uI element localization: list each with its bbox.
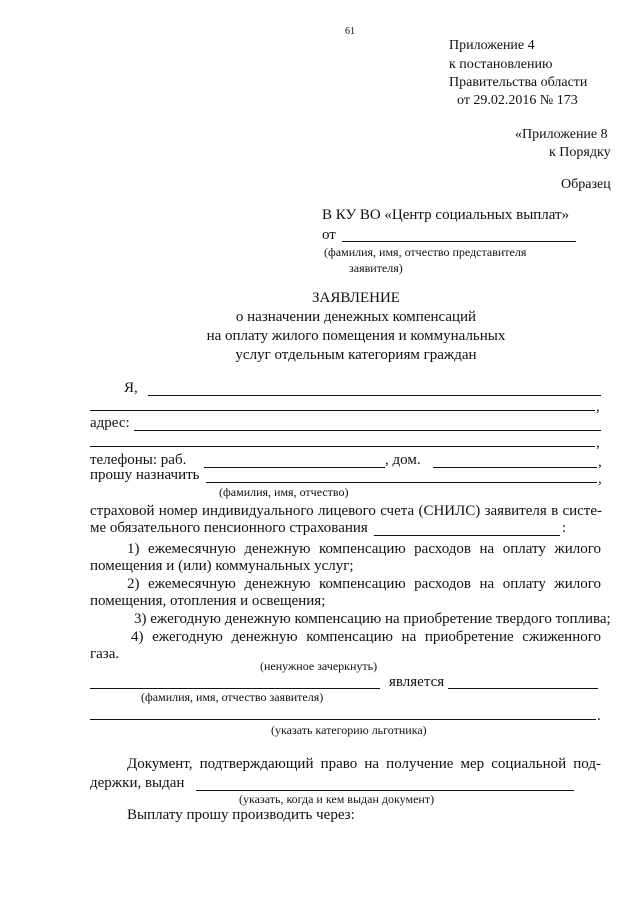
request-label: прошу назначить bbox=[90, 467, 200, 483]
appendix-line: Приложение 4 bbox=[449, 38, 535, 53]
option-2[interactable]: 2) ежемесячную денежную компенсацию расходов на оплату жилого bbox=[127, 576, 601, 592]
comma: , bbox=[596, 435, 600, 451]
addressee-from-label: от bbox=[322, 227, 336, 243]
option-4-cont: газа. bbox=[90, 646, 120, 662]
addressee-to: В КУ ВО «Центр социальных выплат» bbox=[322, 207, 570, 223]
appendix-line: к постановлению bbox=[449, 57, 553, 72]
applicant-name-line-2[interactable] bbox=[90, 410, 595, 411]
title-line: услуг отдельным категориям граждан bbox=[235, 347, 477, 363]
title-main: ЗАЯВЛЕНИЕ bbox=[312, 290, 400, 306]
comma: , bbox=[596, 399, 600, 415]
document-issued-label: держки, выдан bbox=[90, 775, 185, 791]
appendix-line: Правительства области bbox=[449, 75, 588, 90]
category-line-2[interactable] bbox=[90, 719, 596, 720]
option-2-cont: помещения, отопления и освещения; bbox=[90, 593, 326, 609]
page-number: 61 bbox=[345, 26, 355, 37]
sample-label: Образец bbox=[561, 177, 611, 192]
snils-line[interactable] bbox=[374, 535, 560, 536]
document-issued-line[interactable] bbox=[196, 790, 574, 791]
i-label: Я, bbox=[124, 380, 138, 396]
option-3[interactable]: 3) ежегодную денежную компенсацию на приобретение твердого топлива; bbox=[134, 611, 611, 627]
snils-text: страховой номер индивидуального лицевого счета (СНИЛС) заявителя в систе- bbox=[90, 503, 602, 519]
appendix-sub-line: «Приложение 8 bbox=[515, 127, 608, 142]
work-phone-line[interactable] bbox=[204, 467, 385, 468]
payment-label: Выплату прошу производить через: bbox=[127, 807, 355, 823]
strike-hint: (ненужное зачеркнуть) bbox=[260, 659, 378, 673]
applicant-fio-hint: (фамилия, имя, отчество заявителя) bbox=[141, 690, 324, 704]
fio-hint: (фамилия, имя, отчество) bbox=[219, 485, 349, 499]
applicant-name-line-3[interactable] bbox=[90, 688, 380, 689]
appendix-line: от 29.02.2016 № 173 bbox=[457, 93, 578, 108]
option-1[interactable]: 1) ежемесячную денежную компенсацию расходов на оплату жилого bbox=[127, 541, 601, 557]
period: . bbox=[597, 708, 601, 724]
comma: , bbox=[598, 471, 602, 487]
address-line-2[interactable] bbox=[90, 446, 595, 447]
title-line: о назначении денежных компенсаций bbox=[235, 309, 477, 325]
beneficiary-name-line[interactable] bbox=[206, 482, 597, 483]
document-text: Документ, подтверждающий право на получение мер социальной под- bbox=[127, 756, 601, 772]
option-4[interactable]: 4) ежегодную денежную компенсацию на приобретение сжиженного bbox=[131, 629, 601, 645]
applicant-name-line[interactable] bbox=[148, 395, 601, 396]
option-1-cont: помещения и (или) коммунальных услуг; bbox=[90, 558, 354, 574]
representative-hint: заявителя) bbox=[349, 261, 403, 275]
is-label: является bbox=[389, 674, 445, 690]
comma: , bbox=[598, 454, 602, 470]
category-hint: (указать категорию льготника) bbox=[271, 723, 427, 737]
home-phone-line[interactable] bbox=[433, 467, 597, 468]
address-line[interactable] bbox=[134, 430, 601, 431]
representative-name-line[interactable] bbox=[342, 241, 576, 242]
snils-text: ме обязательного пенсионного страхования bbox=[90, 520, 368, 536]
home-phone-label: , дом. bbox=[385, 452, 421, 468]
title-line: на оплату жилого помещения и коммунальных bbox=[206, 328, 506, 344]
document-hint: (указать, когда и кем выдан документ) bbox=[239, 792, 435, 806]
phones-label: телефоны: раб. bbox=[90, 452, 187, 468]
category-line[interactable] bbox=[448, 688, 598, 689]
appendix-sub-line: к Порядку bbox=[549, 145, 611, 160]
address-label: адрес: bbox=[90, 415, 130, 431]
representative-hint: (фамилия, имя, отчество представителя bbox=[324, 245, 527, 259]
colon: : bbox=[562, 520, 567, 536]
